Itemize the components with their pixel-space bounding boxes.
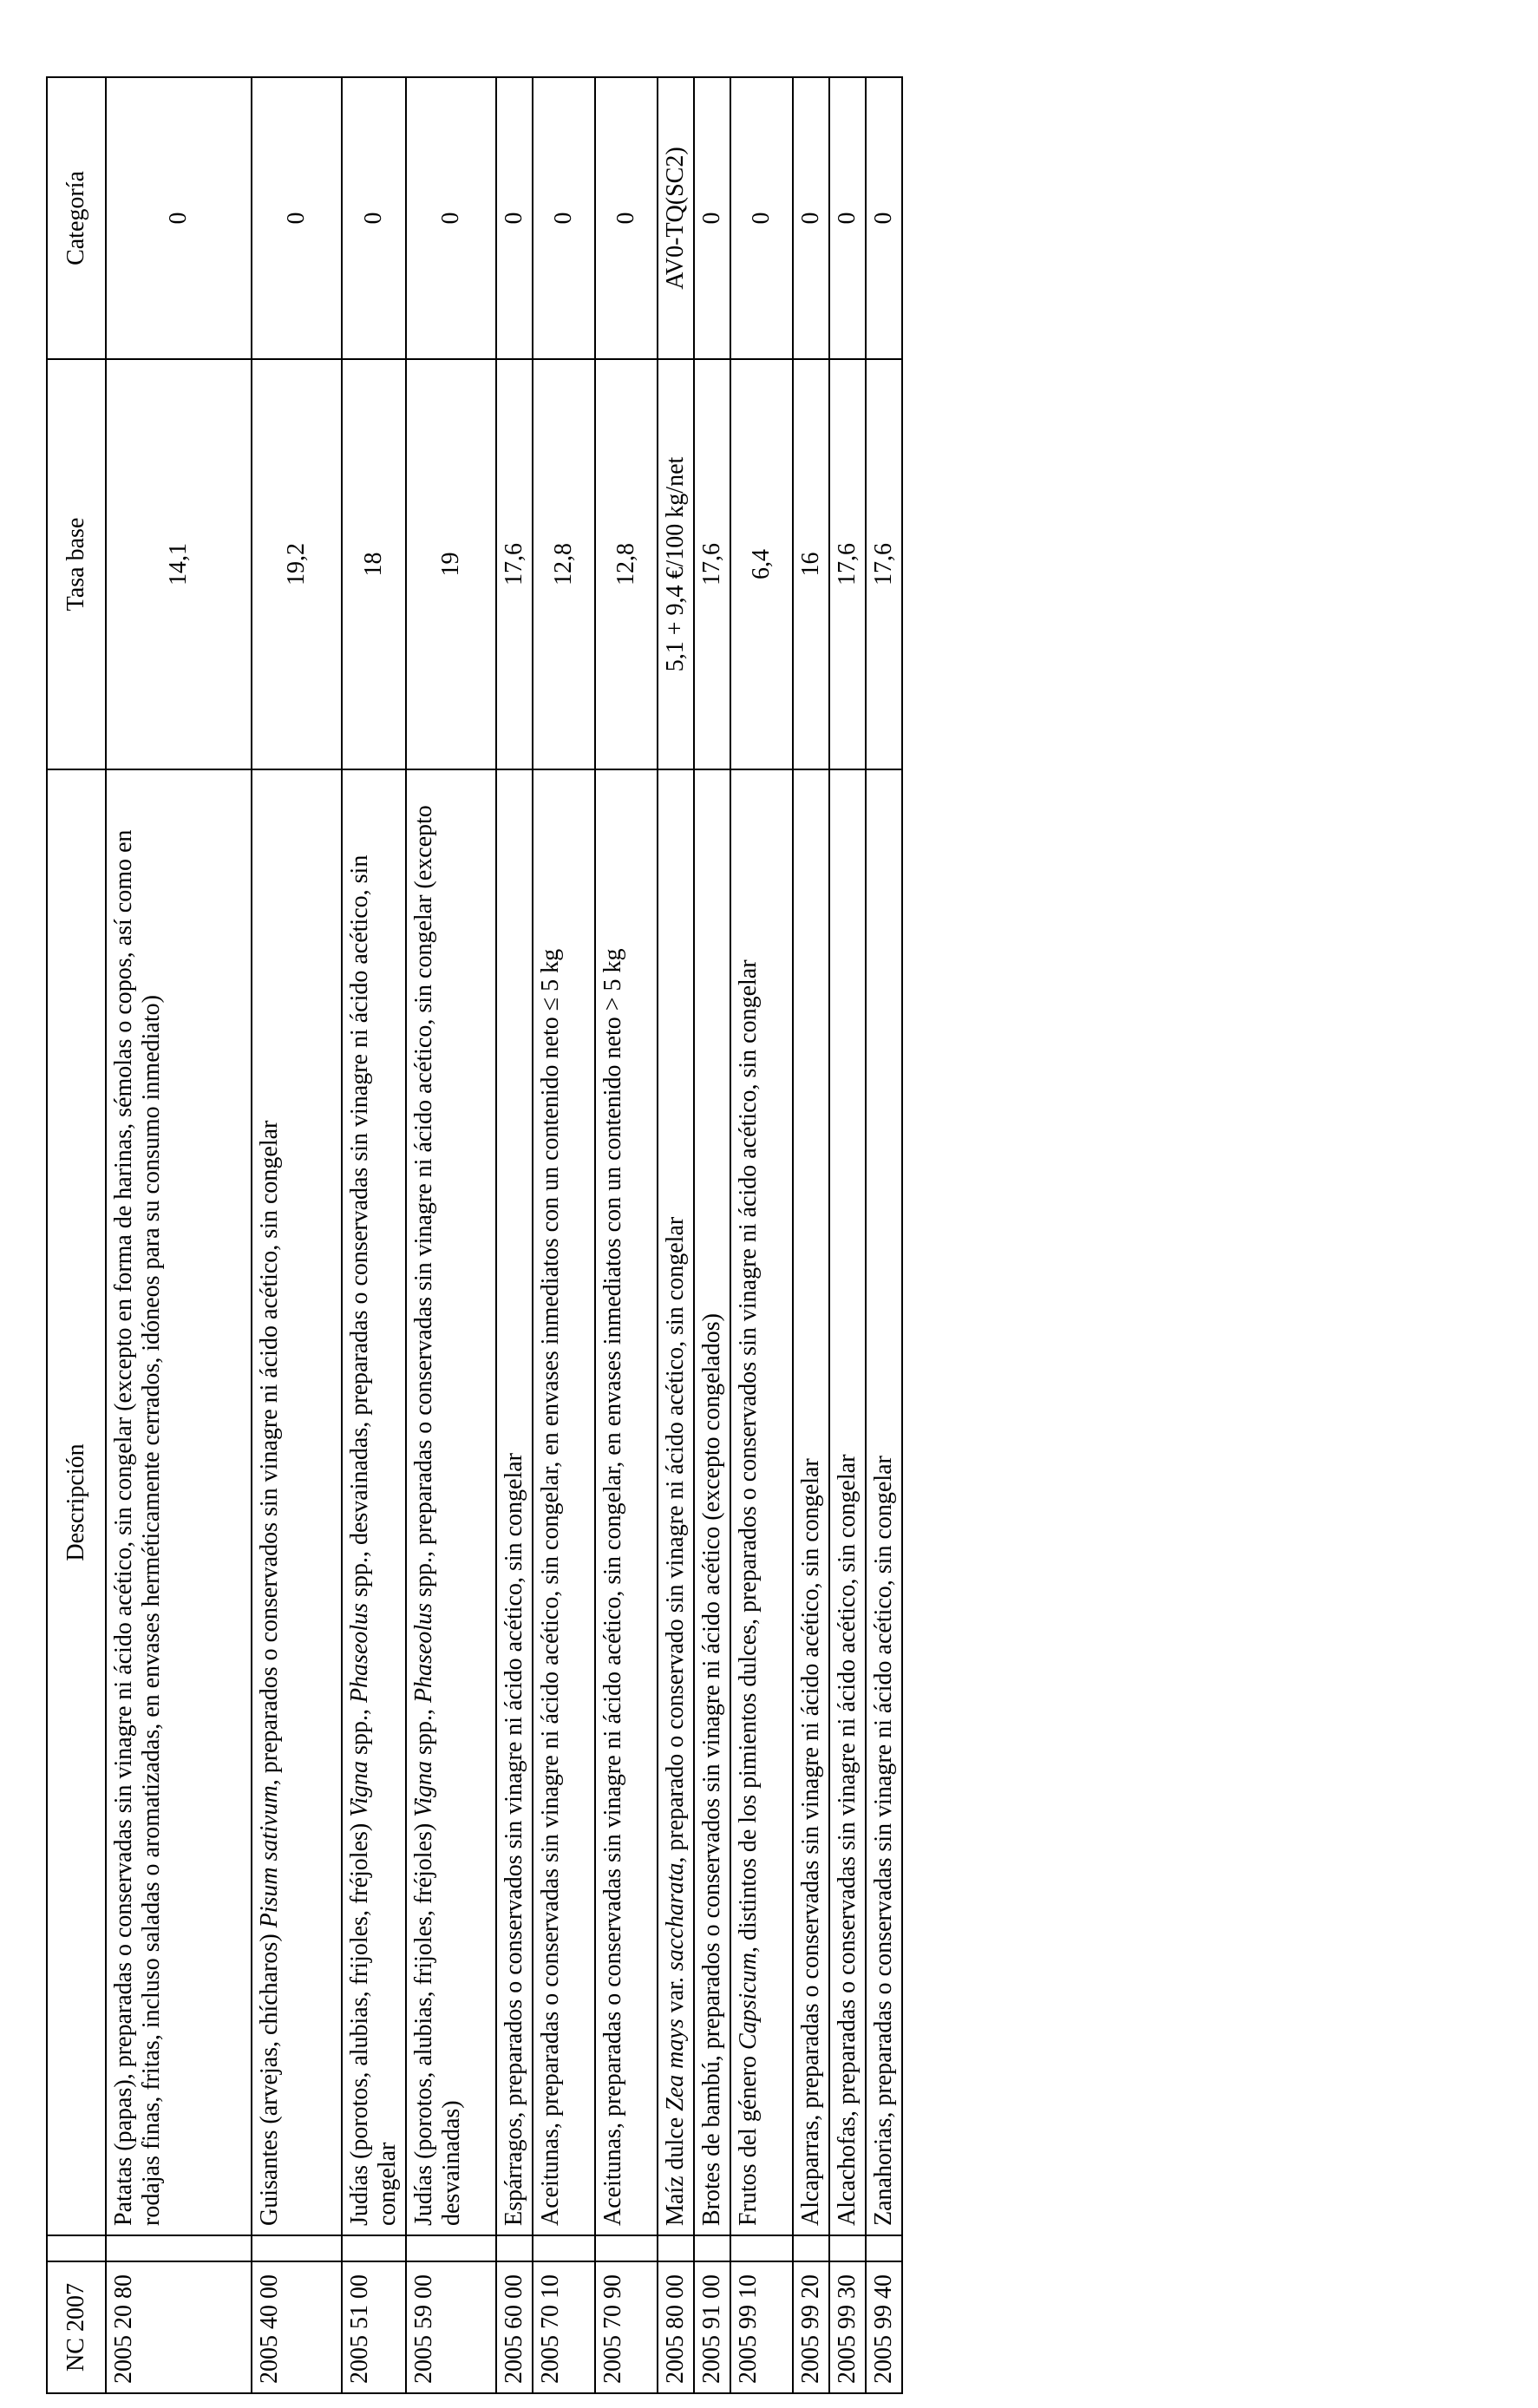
description-text: spp., preparadas o conservadas sin vinagre ni ácido acético, sin congelar (excepto desvainadas) [410, 805, 465, 2226]
scientific-name: saccharata [662, 1862, 689, 1972]
table-row [694, 77, 730, 2393]
header-description: Descripción [47, 769, 106, 2235]
empty-cell [730, 2235, 793, 2261]
nc-code: 2005 99 10 [730, 2261, 793, 2393]
tasa-base-cell: 19,2 [252, 359, 342, 769]
description-text: Maíz dulce [662, 2110, 689, 2226]
scientific-name: Zea mays [662, 2019, 689, 2111]
categoria-cell: 0 [106, 77, 252, 359]
description-cell [496, 769, 533, 2235]
nc-code: 2005 70 10 [533, 2261, 595, 2393]
categoria-cell: 0 [694, 77, 730, 359]
rotated-table-container [46, 78, 1070, 2394]
description-text: var. [662, 1971, 689, 2019]
nc-code: 2005 70 90 [595, 2261, 658, 2393]
scientific-name: Pisum sativum [256, 1785, 283, 1928]
categoria-cell: 0 [730, 77, 793, 359]
tasa-base-cell: 18 [342, 359, 406, 769]
header-gap [47, 2235, 106, 2261]
description-cell [342, 769, 406, 2235]
tasa-base-cell: 16 [793, 359, 829, 769]
categoria-cell: 0 [496, 77, 533, 359]
scientific-name: Vigna [346, 1760, 373, 1817]
table-row [106, 77, 252, 2393]
description-text: Judías (porotos, alubias, frijoles, fréjoles) [410, 1816, 437, 2226]
scientific-name: Phaseolus [346, 1602, 373, 1704]
description-text: Patatas (papas), preparadas o conservadas sin vinagre ni ácido acético, sin congelar (excepto en forma de harinas, sémolas o copos, así como en rodajas finas, fritas, incluso saladas o aromatizadas, en envases herméticamente cerrados, idóneos para su consumo inmediato) [110, 829, 165, 2226]
tasa-base-cell: 12,8 [595, 359, 658, 769]
table-row [730, 77, 793, 2393]
description-cell [793, 769, 829, 2235]
table-row [252, 77, 342, 2393]
tariff-table [46, 76, 903, 2394]
empty-cell [793, 2235, 829, 2261]
description-cell [595, 769, 658, 2235]
empty-cell [595, 2235, 658, 2261]
tasa-base-cell: 5,1 + 9,4 €/100 kg/net [658, 359, 694, 769]
empty-cell [533, 2235, 595, 2261]
description-text: , preparados o conservados sin vinagre ni ácido acético, sin congelar [256, 1120, 283, 1786]
description-text: spp., [346, 1703, 373, 1761]
table-row [595, 77, 658, 2393]
table-row [866, 77, 902, 2393]
description-cell [658, 769, 694, 2235]
tasa-base-cell: 12,8 [533, 359, 595, 769]
tasa-base-cell: 17,6 [496, 359, 533, 769]
categoria-cell: 0 [342, 77, 406, 359]
description-text: Judías (porotos, alubias, frijoles, fréjoles) [346, 1816, 373, 2226]
categoria-cell: 0 [533, 77, 595, 359]
description-text: Espárragos, preparados o conservados sin vinagre ni ácido acético, sin congelar [501, 1452, 527, 2226]
description-cell [252, 769, 342, 2235]
description-text: , preparado o conservado sin vinagre ni ácido acético, sin congelar [662, 1216, 689, 1863]
tasa-base-cell: 19 [406, 359, 496, 769]
description-text: Aceitunas, preparadas o conservadas sin vinagre ni ácido acético, sin congelar, en envases inmediatos con un contenido neto > 5 kg [599, 948, 626, 2226]
categoria-cell: 0 [595, 77, 658, 359]
categoria-cell: AV0-TQ(SC2) [658, 77, 694, 359]
categoria-cell: 0 [829, 77, 866, 359]
tasa-base-cell: 17,6 [829, 359, 866, 769]
empty-cell [106, 2235, 252, 2261]
description-text: Brotes de bambú, preparados o conservados sin vinagre ni ácido acético (excepto congelados) [698, 1313, 725, 2226]
description-cell [533, 769, 595, 2235]
empty-cell [252, 2235, 342, 2261]
description-cell [694, 769, 730, 2235]
nc-code: 2005 99 30 [829, 2261, 866, 2393]
description-cell [730, 769, 793, 2235]
nc-code: 2005 20 80 [106, 2261, 252, 2393]
tasa-base-cell: 6,4 [730, 359, 793, 769]
table-row [658, 77, 694, 2393]
tasa-base-cell: 17,6 [866, 359, 902, 769]
header-nc: NC 2007 [47, 2261, 106, 2393]
empty-cell [496, 2235, 533, 2261]
tasa-base-cell: 17,6 [694, 359, 730, 769]
nc-code: 2005 60 00 [496, 2261, 533, 2393]
nc-code: 2005 91 00 [694, 2261, 730, 2393]
empty-cell [866, 2235, 902, 2261]
description-cell [106, 769, 252, 2235]
categoria-cell: 0 [406, 77, 496, 359]
empty-cell [829, 2235, 866, 2261]
description-cell [866, 769, 902, 2235]
scientific-name: Capsicum [735, 1953, 762, 2051]
empty-cell [406, 2235, 496, 2261]
description-text: Frutos del género [735, 2050, 762, 2226]
description-text: Aceitunas, preparadas o conservadas sin vinagre ni ácido acético, sin congelar, en envases inmediatos con un contenido neto ≤ 5 kg [537, 948, 564, 2226]
scientific-name: Phaseolus [410, 1602, 437, 1704]
tasa-base-cell: 14,1 [106, 359, 252, 769]
nc-code: 2005 40 00 [252, 2261, 342, 2393]
scientific-name: Vigna [410, 1760, 437, 1817]
table-row [829, 77, 866, 2393]
nc-code: 2005 99 20 [793, 2261, 829, 2393]
categoria-cell: 0 [793, 77, 829, 359]
table-row [496, 77, 533, 2393]
nc-code: 2005 51 00 [342, 2261, 406, 2393]
description-text: Guisantes (arvejas, chícharos) [256, 1927, 283, 2226]
header-categoria: Categoría [47, 77, 106, 359]
empty-cell [694, 2235, 730, 2261]
nc-code: 2005 80 00 [658, 2261, 694, 2393]
description-cell [406, 769, 496, 2235]
table-row [533, 77, 595, 2393]
description-text: spp., [410, 1703, 437, 1761]
description-text: Alcachofas, preparadas o conservadas sin vinagre ni ácido acético, sin congelar [834, 1454, 861, 2226]
header-row [47, 77, 106, 2393]
description-cell [829, 769, 866, 2235]
table-row [793, 77, 829, 2393]
nc-code: 2005 59 00 [406, 2261, 496, 2393]
header-tasa-base: Tasa base [47, 359, 106, 769]
nc-code: 2005 99 40 [866, 2261, 902, 2393]
description-text: , distintos de los pimientos dulces, preparados o conservados sin vinagre ni ácido acético, sin congelar [735, 959, 762, 1953]
table-row [342, 77, 406, 2393]
description-text: spp., desvainadas, preparadas o conservadas sin vinagre ni ácido acético, sin congelar [346, 854, 401, 2226]
description-text: Zanahorias, preparadas o conservadas sin vinagre ni ácido acético, sin congelar [870, 1456, 897, 2226]
table-row [406, 77, 496, 2393]
description-text: Alcaparras, preparadas o conservadas sin vinagre ni ácido acético, sin congelar [797, 1458, 824, 2226]
categoria-cell: 0 [252, 77, 342, 359]
table-body [106, 77, 902, 2393]
empty-cell [342, 2235, 406, 2261]
categoria-cell: 0 [866, 77, 902, 359]
empty-cell [658, 2235, 694, 2261]
